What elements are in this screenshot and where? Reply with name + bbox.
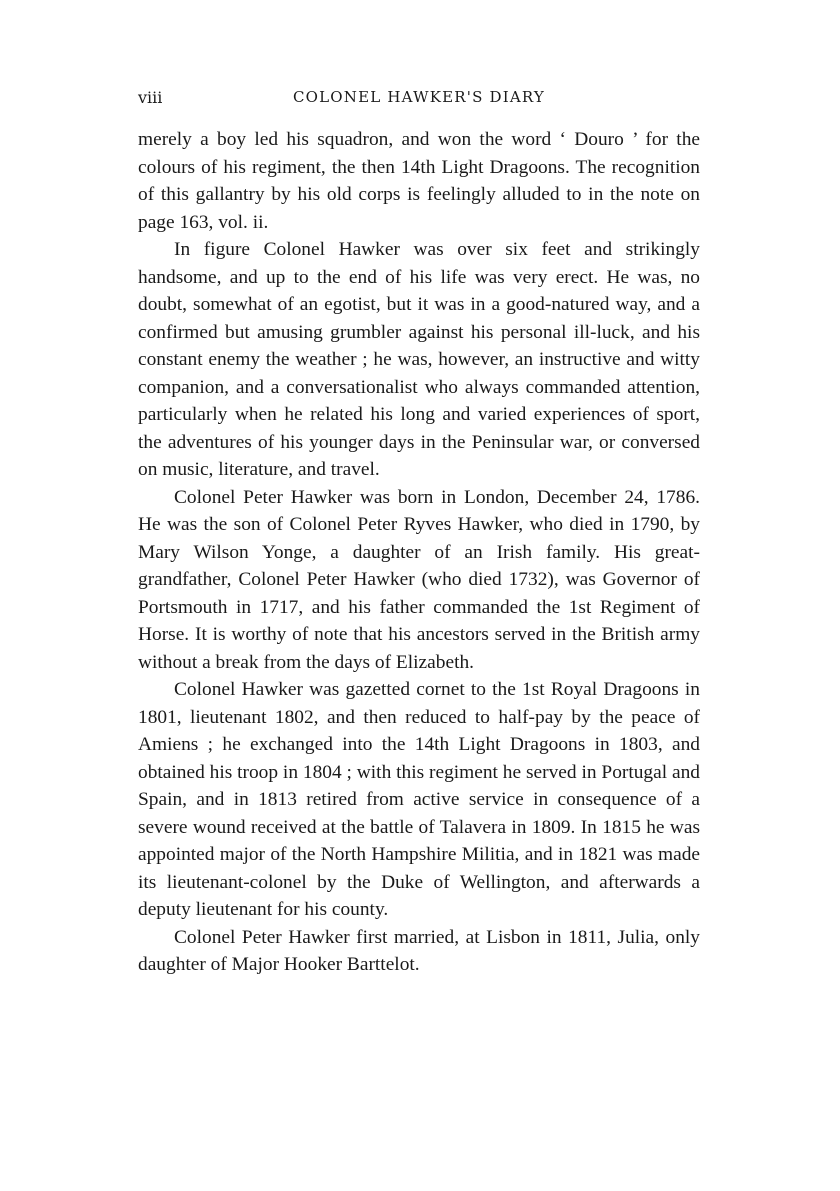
body-text (138, 126, 700, 979)
paragraph-military-career: Colonel Hawker was gazetted cornet to the 1st Royal Dragoons in 1801, lieutenant 1802, and then reduced to half-pay by the peace of Amiens ; he exchanged into the 14th Light Dragoons in 1803, and obtained his troop in 1804 ; with this regiment he served in Portugal and Spain, and in 1813 retired from active service in consequence of a severe wound received at the battle of Talavera in 1809. In 1815 he was appointed major of the North Hampshire Militia, and in 1821 was made its lieutenant-colonel by the Duke of Wellington, and afterwards a deputy lieutenant for his county. (138, 679, 700, 920)
running-title: COLONEL HAWKER'S DIARY (292, 88, 546, 106)
running-head (138, 84, 700, 114)
page-number: viii (138, 88, 163, 107)
book-page (138, 84, 700, 979)
paragraph-marriage: Colonel Peter Hawker first married, at Lisbon in 1811, Julia, only daughter of Major Hooker Barttelot. (138, 926, 700, 975)
paragraph-continuation: merely a boy led his squadron, and won the word ‘ Douro ’ for the colours of his regiment, the then 14th Light Dragoons. The recognition of this gallantry by his old corps is feelingly alluded to in the note on page 163, vol. ii. (138, 129, 700, 233)
paragraph-appearance: In figure Colonel Hawker was over six feet and strikingly handsome, and up to the end of his life was very erect. He was, no doubt, somewhat of an egotist, but it was in a good-natured way, and a confirmed but amusing grumbler against his personal ill-luck, and his constant enemy the weather ; he was, however, an instructive and witty companion, and a conversationalist who always commanded attention, particularly when he related his long and varied experiences of sport, the adventures of his younger days in the Peninsular war, or conversed on music, literature, and travel. (138, 239, 700, 480)
paragraph-birth: Colonel Peter Hawker was born in London, December 24, 1786. He was the son of Colonel Peter Ryves Hawker, who died in 1790, by Mary Wilson Yonge, a daughter of an Irish family. His great-grandfather, Colonel Peter Hawker (who died 1732), was Governor of Portsmouth in 1717, and his father commanded the 1st Regiment of Horse. It is worthy of note that his ancestors served in the British army without a break from the days of Elizabeth. (138, 486, 700, 673)
